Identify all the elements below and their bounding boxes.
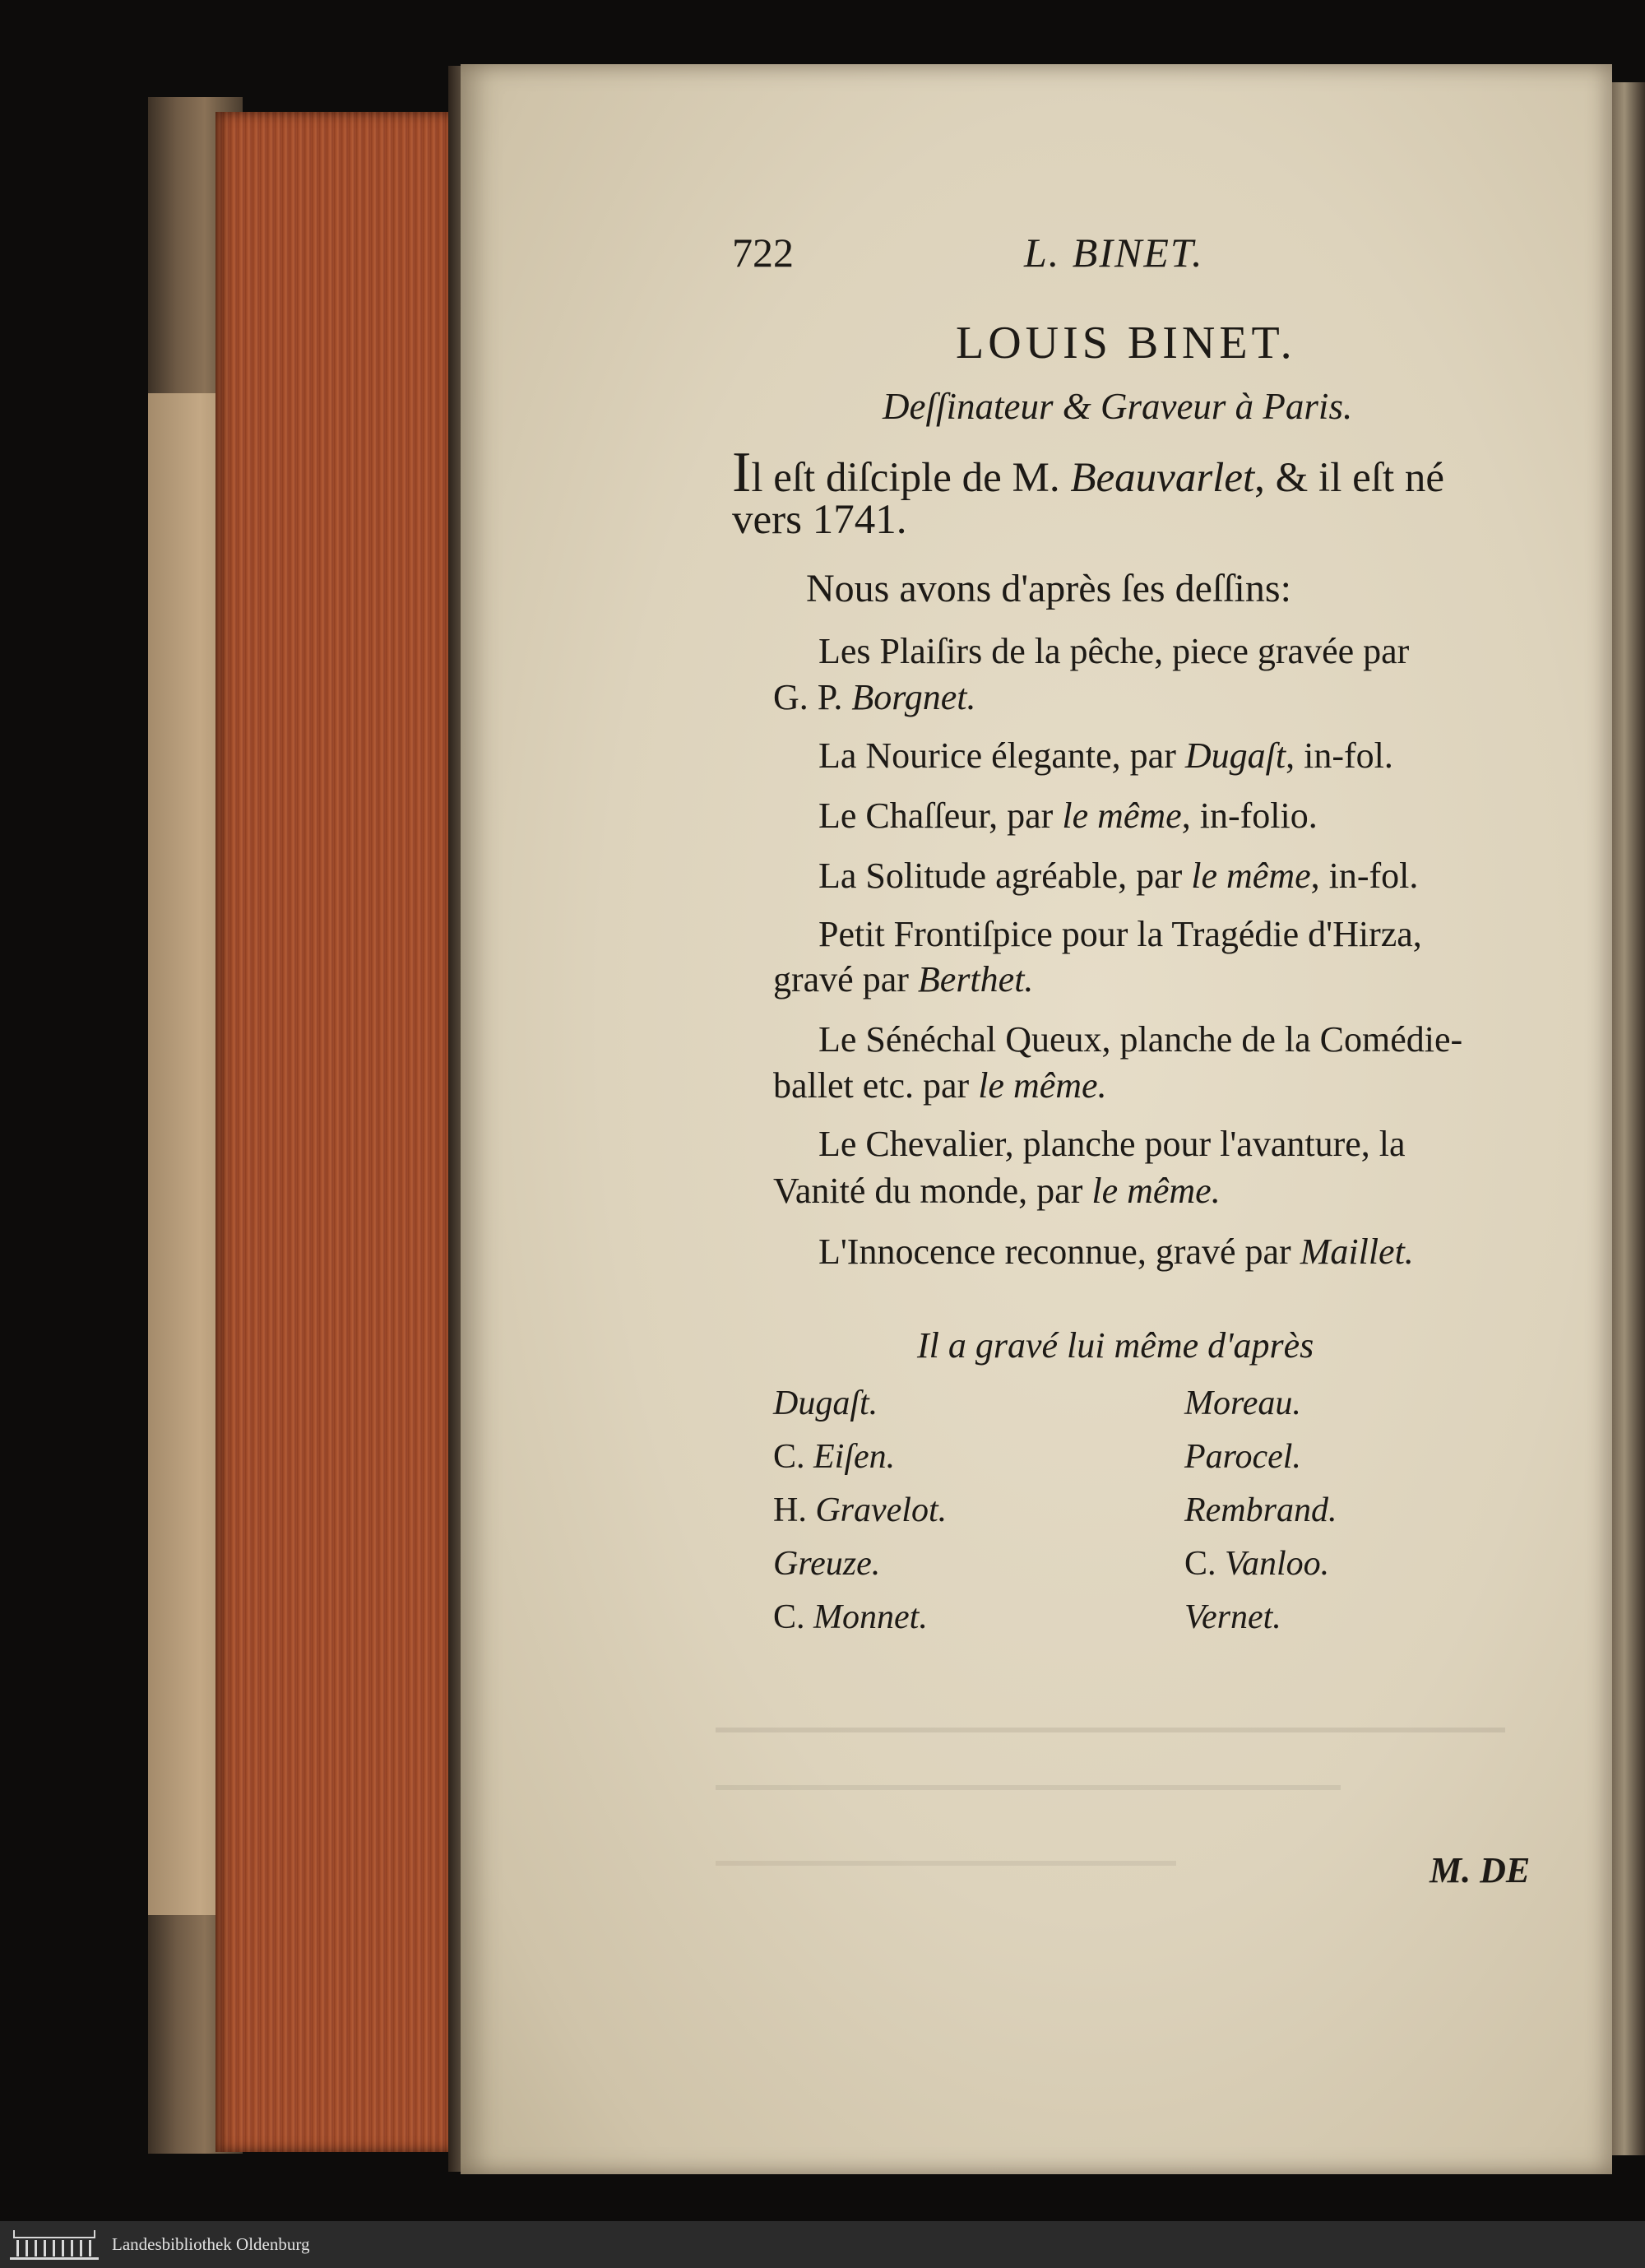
bleed-through-mark (716, 1728, 1505, 1765)
entry-text: , in-fol. (1310, 856, 1419, 896)
entry-name: le même. (1091, 1171, 1221, 1211)
article-title: LOUIS BINET. (956, 318, 1296, 369)
entry-line (818, 1231, 1414, 1273)
intro-text: l eſt diſciple de M. (751, 455, 1071, 501)
artist-left (773, 1491, 947, 1530)
intro-text: , & il eſt né (1254, 455, 1445, 501)
entry-line: Les Plaiſirs de la pêche, piece gravée par (818, 631, 1410, 671)
article-subtitle: Deſſinateur & Graveur à Paris. (883, 386, 1353, 427)
artist-initial: C. (773, 1438, 814, 1476)
entry-line (818, 795, 1318, 837)
entry-text: G. P. (773, 677, 852, 717)
entry-text: La Solitude agréable, par (818, 856, 1192, 896)
entry-name: Maillet. (1300, 1231, 1414, 1272)
artist-name: Dugaſt. (773, 1384, 878, 1422)
entry-text: La Nourice élegante, par (818, 735, 1185, 776)
page-block-edge (215, 112, 462, 2152)
artist-right (1184, 1491, 1337, 1530)
artist-name: Moreau. (1184, 1384, 1301, 1422)
artist-initial: C. (1184, 1545, 1226, 1583)
entry-line: Le Sénéchal Queux, planche de la Comédie- (818, 1019, 1463, 1060)
artist-right (1184, 1544, 1329, 1584)
artist-left (773, 1384, 878, 1423)
artist-name: Gravelot. (815, 1491, 948, 1529)
engraved-after-heading: Il a gravé lui même d'après (917, 1325, 1314, 1366)
artist-right (1184, 1384, 1301, 1423)
entry-name: le même. (978, 1065, 1107, 1106)
artist-name: Rembrand. (1184, 1491, 1337, 1529)
catchword: M. DE (1430, 1850, 1531, 1890)
library-name: Landesbibliothek Oldenburg (112, 2234, 310, 2254)
artist-name: Eiſen. (813, 1438, 896, 1476)
entry-name: Dugaſt (1184, 735, 1286, 776)
artist-name: Vanloo. (1225, 1545, 1330, 1583)
page-number: 722 (732, 230, 794, 276)
entry-name: le même (1062, 795, 1182, 836)
drop-initial: I (732, 441, 752, 504)
entry-name: le même (1191, 856, 1311, 896)
artist-initial: H. (773, 1491, 816, 1529)
library-building-icon (10, 2229, 99, 2261)
library-footer (0, 2221, 1645, 2268)
artist-initial: C. (773, 1598, 814, 1636)
entry-text: L'Innocence reconnue, gravé par (818, 1231, 1300, 1272)
entry-line: Le Chevalier, planche pour l'avanture, la (818, 1124, 1406, 1164)
bleed-through-mark (716, 1861, 1176, 1899)
artist-name: Parocel. (1184, 1438, 1301, 1476)
intro-line-2: vers 1741. (732, 497, 907, 543)
running-title: L. BINET. (1024, 230, 1204, 276)
intro-name: Beauvarlet (1070, 455, 1255, 501)
entry-line (773, 958, 1033, 1000)
entry-line: Petit Frontiſpice pour la Tragédie d'Hirza, (818, 914, 1422, 954)
lead-in: Nous avons d'après ſes deſſins: (806, 567, 1291, 610)
artist-name: Monnet. (813, 1598, 928, 1636)
entry-text: ballet etc. par (773, 1065, 979, 1106)
artist-left (773, 1598, 928, 1637)
entry-text: , in-fol. (1286, 735, 1393, 776)
artist-name: Greuze. (773, 1545, 881, 1583)
entry-name: Berthet. (917, 959, 1034, 999)
artist-right (1184, 1598, 1281, 1637)
entry-line (773, 1064, 1107, 1106)
entry-line (818, 735, 1393, 777)
entry-text: gravé par (773, 959, 918, 999)
entry-text: , in-folio. (1181, 795, 1318, 836)
entry-name: Borgnet. (851, 677, 976, 717)
entry-line (818, 855, 1418, 897)
artist-name: Vernet. (1184, 1598, 1281, 1636)
entry-text: Vanité du monde, par (773, 1171, 1092, 1211)
bleed-through-mark (716, 1785, 1341, 1823)
artist-left (773, 1437, 895, 1477)
artist-right (1184, 1437, 1301, 1477)
entry-line (773, 1170, 1221, 1212)
artist-left (773, 1544, 880, 1584)
entry-text: Le Chaſſeur, par (818, 795, 1063, 836)
entry-line (773, 676, 976, 718)
